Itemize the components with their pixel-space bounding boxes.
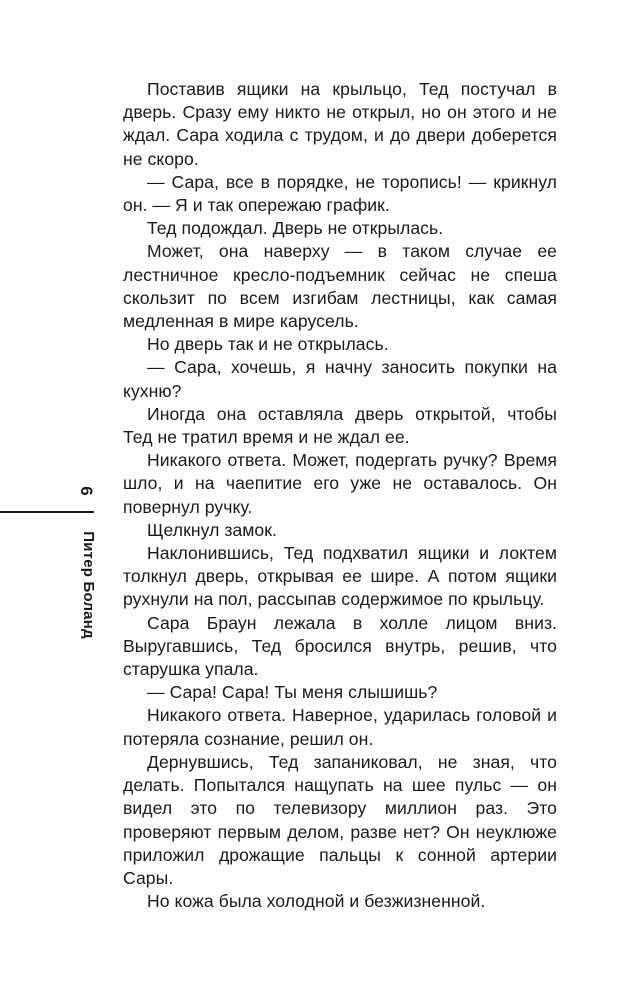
page-number: 6 bbox=[77, 486, 96, 496]
paragraph: — Сара, все в порядке, не торопись! — крикнул он. — Я и так опережаю график. bbox=[123, 171, 557, 216]
paragraph: — Сара, хочешь, я начну заносить покупки на кухню? bbox=[123, 357, 557, 401]
paragraph: Никакого ответа. Может, подергать ручку? Время шло, и на чаепитие его уже не оставалось. Он повернул ручку. bbox=[123, 450, 557, 517]
paragraph: — Сара! Сара! Ты меня слышишь? bbox=[147, 682, 438, 703]
paragraph: Щелкнул замок. bbox=[147, 519, 277, 540]
paragraph: Но дверь так и не открылась. bbox=[147, 334, 389, 355]
paragraph: Может, она наверху — в таком случае ее лестничное кресло-подъемник сейчас не спеша скользит по всем изгибам лестницы, как самая медленная в мире карусель. bbox=[123, 241, 557, 332]
paragraph: Сара Браун лежала в холле лицом вниз. Выругавшись, Тед бросился внутрь, решив, что старушка упала. bbox=[123, 612, 557, 680]
paragraph: Наклонившись, Тед подхватил ящики и локтем толкнул дверь, открывая ее шире. А потом ящики рухнули на пол, рассыпав содержимое по крыльцу. bbox=[123, 543, 557, 610]
paragraph: Тед подождал. Дверь не открылась. bbox=[147, 218, 444, 239]
paragraph: Дернувшись, Тед запаниковал, не зная, что делать. Попытался нащупать на шее пульс — он видел это по телевизору миллион раз. Это проверяют первым делом, разве нет? Он неуклюже приложил дрожащие пальцы к сонной артерии Сары. bbox=[123, 751, 557, 888]
margin-divider bbox=[0, 511, 94, 513]
paragraph: Никакого ответа. Наверное, ударилась головой и потеряла сознание, решил он. bbox=[123, 705, 557, 749]
paragraph: Иногда она оставляла дверь открытой, чтобы Тед не тратил время и не ждал ее. bbox=[123, 403, 557, 448]
body-text bbox=[123, 78, 557, 913]
paragraph: Поставив ящики на крыльцо, Тед постучал в дверь. Сразу ему никто не открыл, но он этого и не ждал. Сара ходила с трудом, и до двери доберется не скоро. bbox=[123, 79, 557, 169]
running-header-author: Питер Боланд bbox=[80, 531, 97, 639]
paragraph: Но кожа была холодной и безжизненной. bbox=[147, 891, 486, 912]
